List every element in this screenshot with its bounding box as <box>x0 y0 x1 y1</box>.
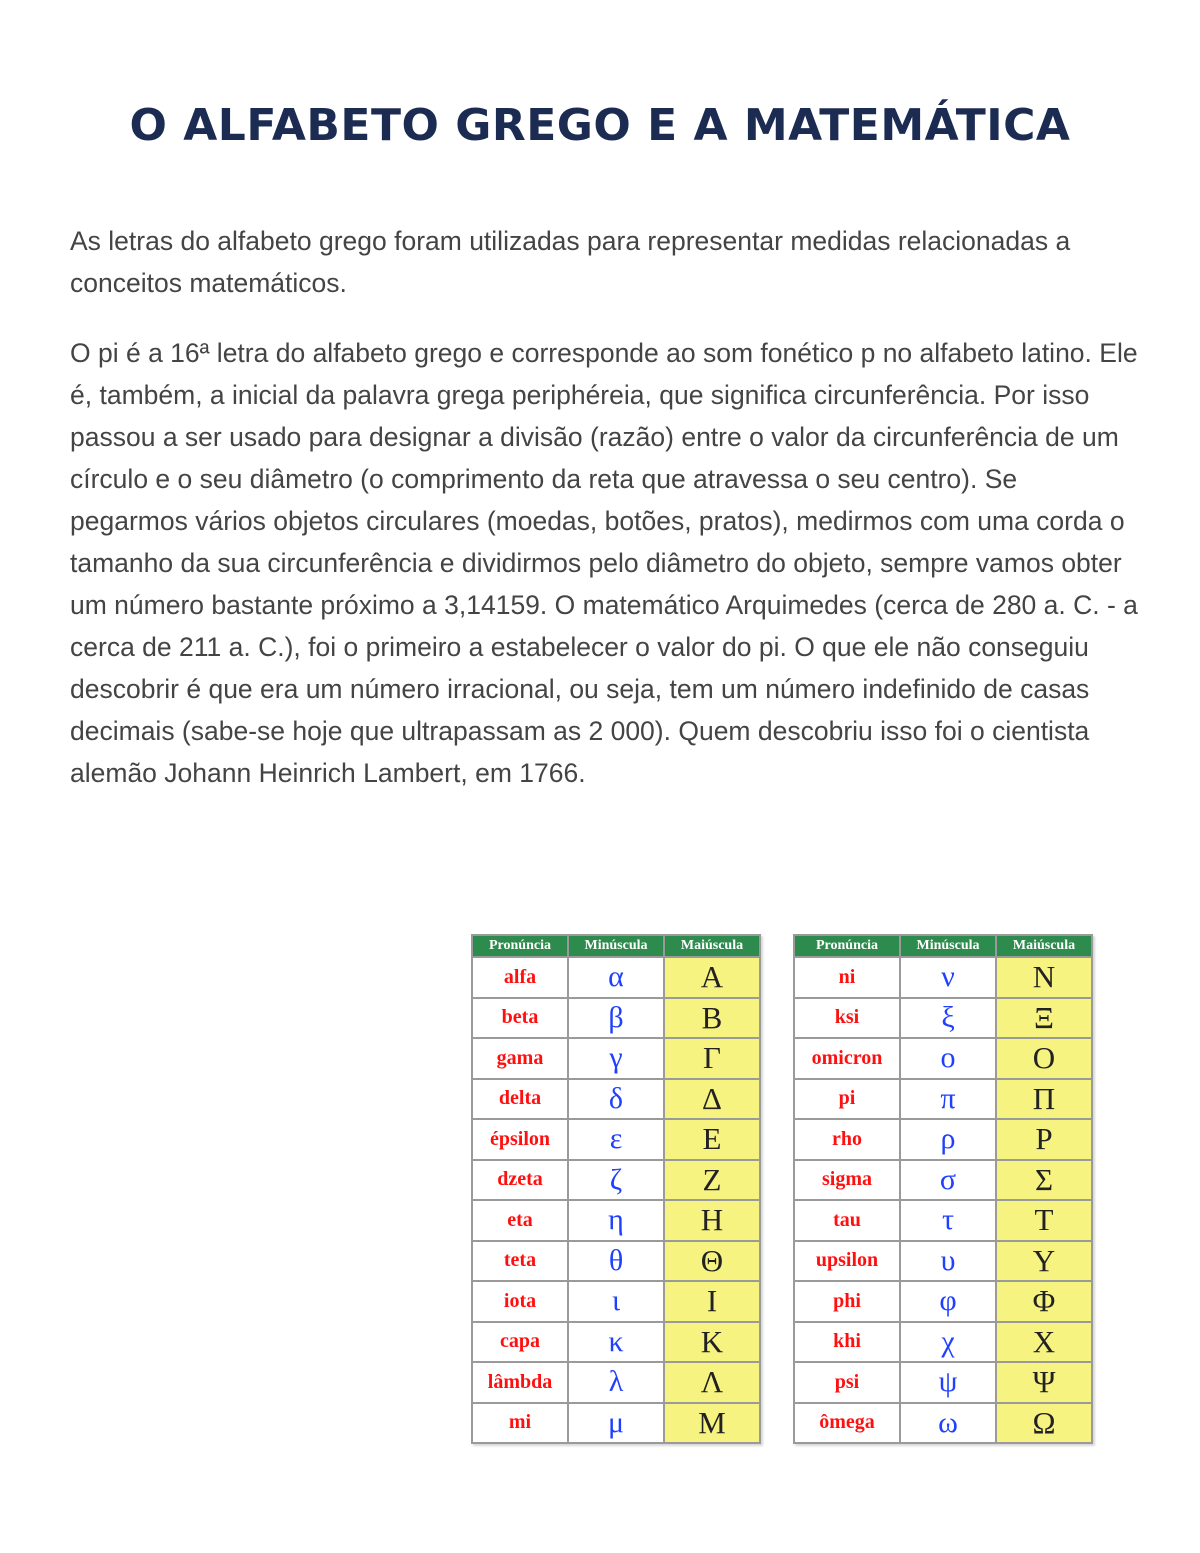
letter-lowercase: ζ <box>568 1160 664 1201</box>
letter-uppercase: Μ <box>664 1403 760 1444</box>
letter-pronunciation: gama <box>472 1038 568 1079</box>
letter-uppercase: Λ <box>664 1362 760 1403</box>
letter-lowercase: τ <box>900 1200 996 1241</box>
letter-lowercase: ν <box>900 957 996 998</box>
letter-uppercase: Δ <box>664 1079 760 1120</box>
letter-pronunciation: sigma <box>794 1160 900 1201</box>
letter-pronunciation: ômega <box>794 1403 900 1444</box>
letter-pronunciation: rho <box>794 1119 900 1160</box>
letter-lowercase: ι <box>568 1281 664 1322</box>
letter-pronunciation: ksi <box>794 998 900 1039</box>
letter-uppercase: Η <box>664 1200 760 1241</box>
letter-uppercase: Ε <box>664 1119 760 1160</box>
letter-pronunciation: upsilon <box>794 1241 900 1282</box>
letter-pronunciation: iota <box>472 1281 568 1322</box>
letter-lowercase: θ <box>568 1241 664 1282</box>
letter-uppercase: Β <box>664 998 760 1039</box>
letter-uppercase: Υ <box>996 1241 1092 1282</box>
letter-pronunciation: eta <box>472 1200 568 1241</box>
table-row <box>794 998 1092 1039</box>
table-row <box>472 1362 760 1403</box>
letter-uppercase: Θ <box>664 1241 760 1282</box>
letter-pronunciation: alfa <box>472 957 568 998</box>
table-row <box>794 1281 1092 1322</box>
letter-pronunciation: psi <box>794 1362 900 1403</box>
table-row <box>472 1281 760 1322</box>
letter-uppercase: Π <box>996 1079 1092 1120</box>
header-lowercase: Minúscula <box>568 935 664 957</box>
table-header-row <box>794 935 1092 957</box>
letter-pronunciation: ni <box>794 957 900 998</box>
letter-uppercase: Ζ <box>664 1160 760 1201</box>
letter-lowercase: λ <box>568 1362 664 1403</box>
letter-lowercase: π <box>900 1079 996 1120</box>
letter-uppercase: Ψ <box>996 1362 1092 1403</box>
table-row <box>794 1403 1092 1444</box>
table-row <box>794 1038 1092 1079</box>
header-pronunciation: Pronúncia <box>794 935 900 957</box>
header-pronunciation: Pronúncia <box>472 935 568 957</box>
letter-lowercase: γ <box>568 1038 664 1079</box>
pi-paragraph: O pi é a 16ª letra do alfabeto grego e corresponde ao som fonético p no alfabeto latino. Ele é, também, a inicial da palavra grega periphéreia, que significa circunferência. Por isso passou a ser usado para designar a divisão (razão) entre o valor da circunferência de um círculo e o seu diâmetro (o comprimento da reta que atravessa o seu centro). Se pegarmos vários objetos circulares (moedas, botões, pratos), medirmos com uma corda o tamanho da sua circunferência e dividirmos pelo diâmetro do objeto, sempre vamos obter um número bastante próximo a 3,14159. O matemático Arquimedes (cerca de 280 a. C. - a cerca de 211 a. C.), foi o primeiro a estabelecer o valor do pi. O que ele não conseguiu descobrir é que era um número irracional, ou seja, tem um número indefinido de casas decimais (sabe-se hoje que ultrapassam as 2 000). Quem descobriu isso foi o cientista alemão Johann Heinrich Lambert, em 1766. <box>70 338 1138 788</box>
letter-lowercase: ω <box>900 1403 996 1444</box>
table-row <box>472 998 760 1039</box>
letter-lowercase: δ <box>568 1079 664 1120</box>
letter-pronunciation: dzeta <box>472 1160 568 1201</box>
letter-lowercase: ρ <box>900 1119 996 1160</box>
table-row <box>794 957 1092 998</box>
greek-alphabet-table-2 <box>793 934 1093 1444</box>
table-row <box>472 1200 760 1241</box>
letter-lowercase: σ <box>900 1160 996 1201</box>
letter-pronunciation: omicron <box>794 1038 900 1079</box>
letter-uppercase: Φ <box>996 1281 1092 1322</box>
table-row <box>794 1160 1092 1201</box>
letter-uppercase: Α <box>664 957 760 998</box>
letter-uppercase: Σ <box>996 1160 1092 1201</box>
letter-pronunciation: lâmbda <box>472 1362 568 1403</box>
table-row <box>794 1079 1092 1120</box>
letter-lowercase: ψ <box>900 1362 996 1403</box>
letter-pronunciation: tau <box>794 1200 900 1241</box>
letter-pronunciation: mi <box>472 1403 568 1444</box>
letter-pronunciation: pi <box>794 1079 900 1120</box>
table-row <box>794 1362 1092 1403</box>
header-uppercase: Maiúscula <box>996 935 1092 957</box>
letter-uppercase: Γ <box>664 1038 760 1079</box>
letter-lowercase: α <box>568 957 664 998</box>
letter-uppercase: Κ <box>664 1322 760 1363</box>
letter-pronunciation: épsilon <box>472 1119 568 1160</box>
letter-pronunciation: capa <box>472 1322 568 1363</box>
letter-uppercase: Ξ <box>996 998 1092 1039</box>
letter-lowercase: φ <box>900 1281 996 1322</box>
header-uppercase: Maiúscula <box>664 935 760 957</box>
letter-pronunciation: khi <box>794 1322 900 1363</box>
letter-lowercase: η <box>568 1200 664 1241</box>
table-row <box>794 1119 1092 1160</box>
table-row <box>794 1241 1092 1282</box>
intro-paragraph: As letras do alfabeto grego foram utilizadas para representar medidas relacionadas a conceitos matemáticos. <box>70 226 1071 298</box>
letter-lowercase: μ <box>568 1403 664 1444</box>
table-row <box>472 1119 760 1160</box>
table-row <box>472 957 760 998</box>
table-row <box>472 1241 760 1282</box>
table-row <box>794 1322 1092 1363</box>
letter-lowercase: ξ <box>900 998 996 1039</box>
page-title: O ALFABETO GREGO E A MATEMÁTICA <box>129 100 1071 151</box>
letter-uppercase: Ω <box>996 1403 1092 1444</box>
table-row <box>472 1079 760 1120</box>
letter-uppercase: Ο <box>996 1038 1092 1079</box>
table-row <box>472 1038 760 1079</box>
letter-uppercase: Τ <box>996 1200 1092 1241</box>
greek-alphabet-table-1 <box>471 934 761 1444</box>
letter-lowercase: υ <box>900 1241 996 1282</box>
table-row <box>794 1200 1092 1241</box>
table-row <box>472 1322 760 1363</box>
header-lowercase: Minúscula <box>900 935 996 957</box>
letter-pronunciation: phi <box>794 1281 900 1322</box>
letter-lowercase: ε <box>568 1119 664 1160</box>
table-header-row <box>472 935 760 957</box>
table-row <box>472 1160 760 1201</box>
table-row <box>472 1403 760 1444</box>
letter-uppercase: Χ <box>996 1322 1092 1363</box>
letter-pronunciation: teta <box>472 1241 568 1282</box>
letter-lowercase: ο <box>900 1038 996 1079</box>
letter-uppercase: Ρ <box>996 1119 1092 1160</box>
letter-pronunciation: beta <box>472 998 568 1039</box>
letter-pronunciation: delta <box>472 1079 568 1120</box>
letter-lowercase: χ <box>900 1322 996 1363</box>
letter-lowercase: β <box>568 998 664 1039</box>
letter-lowercase: κ <box>568 1322 664 1363</box>
letter-uppercase: Ι <box>664 1281 760 1322</box>
letter-uppercase: Ν <box>996 957 1092 998</box>
